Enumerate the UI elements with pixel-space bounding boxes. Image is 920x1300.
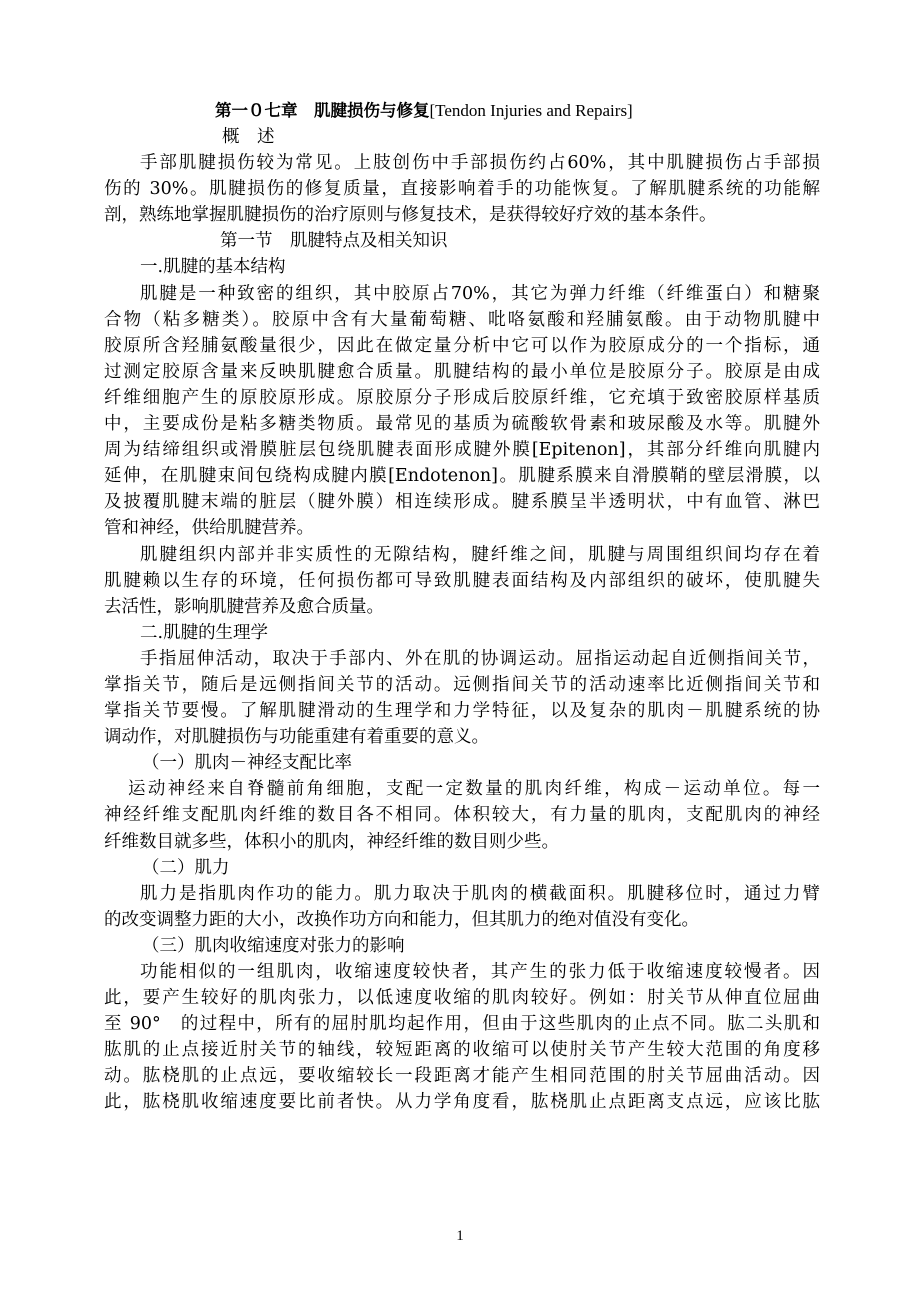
paragraph-line: 此，肱桡肌收缩速度要比前者快。从力学角度看，肱桡肌止点距离支点远，应该比肱 — [104, 1092, 820, 1113]
item-heading: （一）肌肉－神经支配比率 — [142, 753, 352, 774]
paragraph-line: 纤维数目就多些，体积小的肌肉，神经纤维的数目则少些。 — [104, 831, 559, 852]
paragraph-line: 周为结缔组织或滑膜脏层包绕肌腱表面形成腱外膜[Epitenon]，其部分纤维向肌腱内 — [104, 440, 820, 461]
paragraph-line: 至 90° 的过程中，所有的屈肘肌均起作用，但由于这些肌肉的止点不同。肱二头肌和 — [104, 1014, 820, 1035]
paragraph-line: 动。肱桡肌的止点远，要收缩较长一段距离才能产生相同范围的肘关节屈曲活动。因 — [104, 1066, 820, 1087]
paragraph-line: 掌指关节要慢。了解肌腱滑动的生理学和力学特征，以及复杂的肌肉－肌腱系统的协 — [104, 701, 820, 722]
page-number: 1 — [456, 1228, 464, 1244]
chapter-title — [104, 98, 820, 124]
paragraph-line: 肱肌的止点接近肘关节的轴线，较短距离的收缩可以使肘关节产生较大范围的角度移 — [104, 1040, 820, 1061]
subsection-heading: 二.肌腱的生理学 — [140, 622, 269, 643]
document-page — [104, 98, 820, 1116]
paragraph-line: 肌腱是一种致密的组织，其中胶原占70%，其它为弹力纤维（纤维蛋白）和糖聚 — [140, 283, 820, 304]
paragraph-line: 神经纤维支配肌肉纤维的数目各不相同。体积较大，有力量的肌肉，支配肌肉的神经 — [104, 805, 820, 826]
paragraph-line: 及披覆肌腱末端的脏层（腱外膜）相连续形成。腱系膜呈半透明状，中有血管、淋巴 — [104, 492, 820, 513]
paragraph-line: 过测定胶原含量来反映肌腱愈合质量。肌腱结构的最小单位是胶原分子。胶原是由成 — [104, 361, 820, 382]
paragraph-line: 的改变调整力距的大小，改换作功方向和能力，但其肌力的绝对值没有变化。 — [104, 909, 699, 930]
paragraph-line: 延伸，在肌腱束间包绕构成腱内膜[Endotenon]。肌腱系膜来自滑膜鞘的壁层滑膜，以 — [104, 466, 820, 487]
item-heading: （三）肌肉收缩速度对张力的影响 — [142, 935, 405, 956]
paragraph-line: 去活性，影响肌腱营养及愈合质量。 — [104, 596, 384, 617]
overview-heading: 概 述 — [222, 127, 275, 147]
paragraph-line: 管和神经，供给肌腱营养。 — [104, 518, 314, 539]
overview-line: 剖，熟练地掌握肌腱损伤的治疗原则与修复技术，是获得较好疗效的基本条件。 — [104, 205, 717, 226]
chapter-title-english: [Tendon Injuries and Repairs] — [429, 101, 633, 120]
item-heading: （二）肌力 — [142, 857, 230, 878]
paragraph-line: 掌指关节，随后是远侧指间关节的活动。远侧指间关节的活动速率比近侧指间关节和 — [104, 674, 820, 695]
paragraph-line: 纤维细胞产生的原胶原形成。原胶原分子形成后胶原纤维，它充填于致密胶原样基质 — [104, 387, 820, 408]
paragraph-line: 运动神经来自脊髓前角细胞，支配一定数量的肌肉纤维，构成－运动单位。每一 — [128, 779, 820, 800]
paragraph-line: 胶原所含羟脯氨酸量很少，因此在做定量分析中它可以作为胶原成分的一个指标，通 — [104, 335, 820, 356]
section-heading: 第一节 肌腱特点及相关知识 — [220, 231, 448, 252]
chapter-title-chinese: 第一０七章 肌腱损伤与修复 — [215, 101, 430, 120]
subsection-heading: 一.肌腱的基本结构 — [140, 257, 286, 278]
paragraph-line: 中，主要成份是粘多糖类物质。最常见的基质为硫酸软骨素和玻尿酸及水等。肌腱外 — [104, 414, 820, 435]
paragraph-line: 调动作，对肌腱损伤与功能重建有着重要的意义。 — [104, 727, 489, 748]
paragraph-line: 手指屈伸活动，取决于手部内、外在肌的协调运动。屈指运动起自近侧指间关节， — [140, 648, 820, 669]
paragraph-line: 功能相似的一组肌肉，收缩速度较快者，其产生的张力低于收缩速度较慢者。因 — [140, 962, 820, 982]
paragraph-line: 此，要产生较好的肌肉张力，以低速度收缩的肌肉较好。例如：肘关节从伸直位屈曲 — [104, 988, 820, 1009]
overview-line: 伤的 30%。肌腱损伤的修复质量，直接影响着手的功能恢复。了解肌腱系统的功能解 — [104, 179, 820, 200]
paragraph-line: 肌力是指肌肉作功的能力。肌力取决于肌肉的横截面积。肌腱移位时，通过力臂 — [140, 883, 820, 904]
paragraph-line: 肌腱组织内部并非实质性的无隙结构，腱纤维之间，肌腱与周围组织间均存在着 — [140, 544, 820, 565]
paragraph-line: 合物（粘多糖类）。胶原中含有大量葡萄糖、吡咯氨酸和羟脯氨酸。由于动物肌腱中 — [104, 309, 820, 330]
overview-line: 手部肌腱损伤较为常见。上肢创伤中手部损伤约占60%，其中肌腱损伤占手部损 — [140, 153, 820, 174]
paragraph-line: 肌腱赖以生存的环境，任何损伤都可导致肌腱表面结构及内部组织的破坏，使肌腱失 — [104, 570, 820, 591]
